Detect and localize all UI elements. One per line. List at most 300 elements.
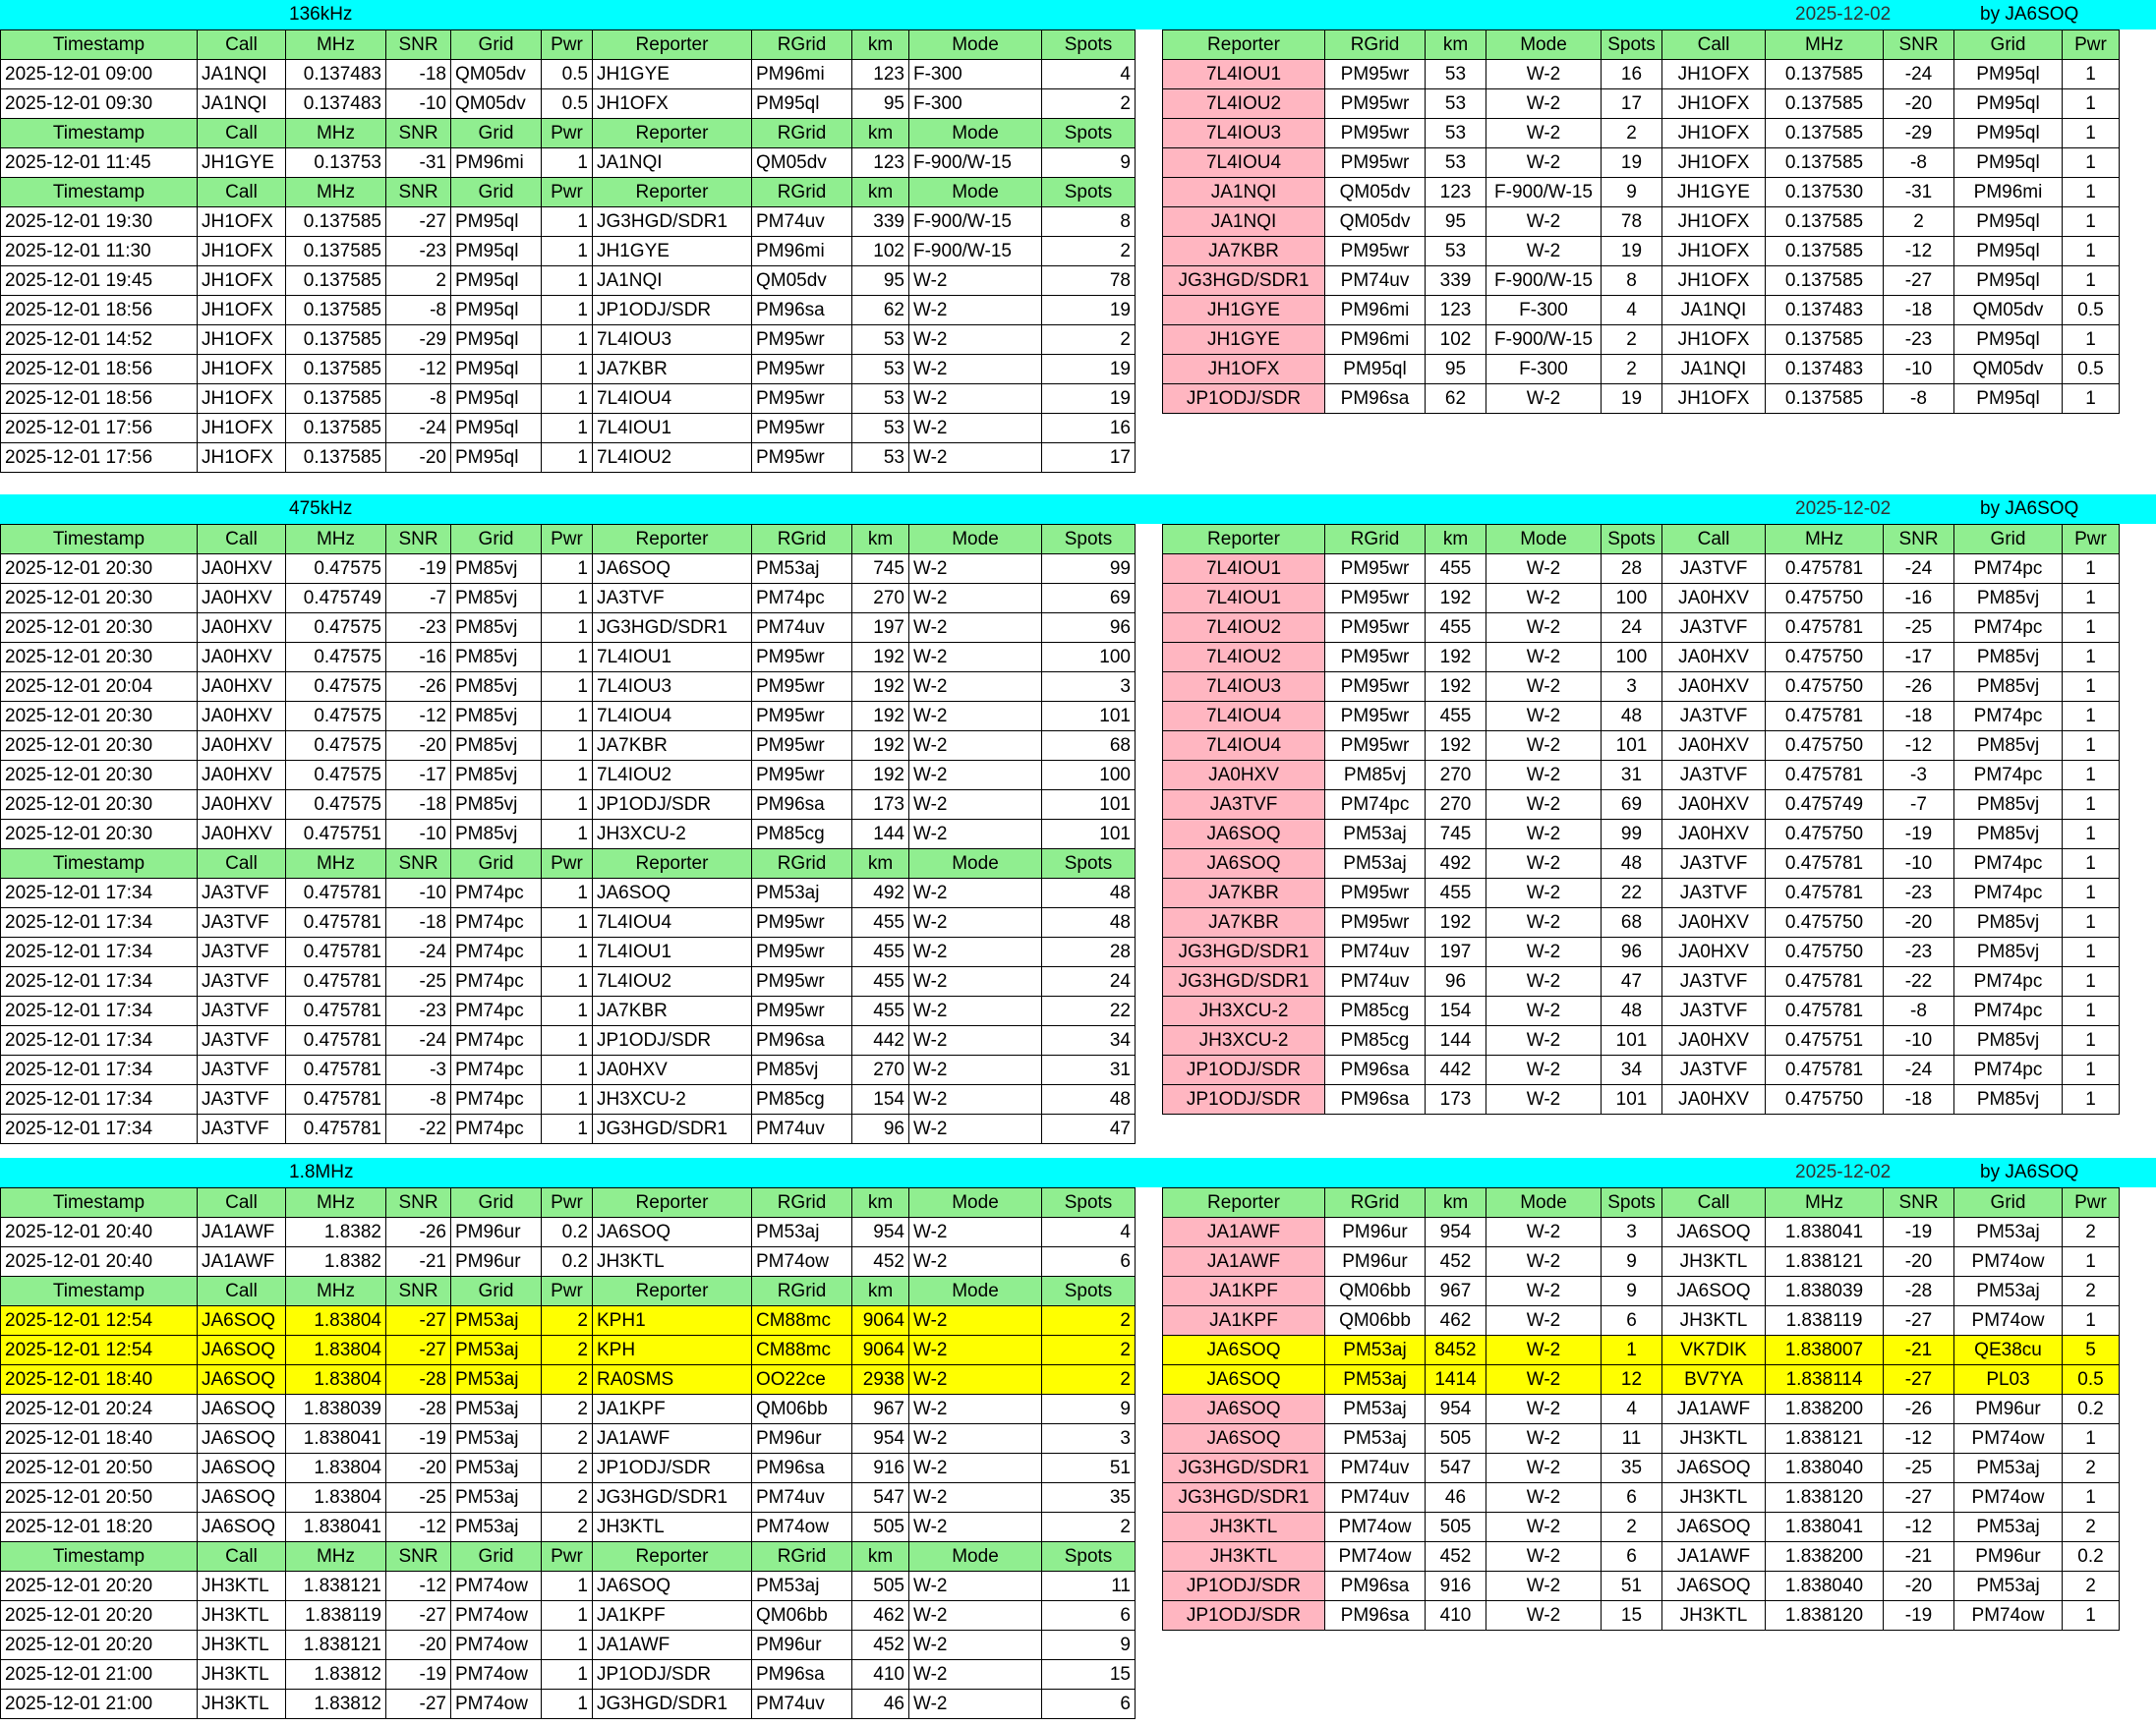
cell-mhz: 0.47575 xyxy=(286,761,386,790)
cell-km: 954 xyxy=(852,1424,909,1454)
header-row xyxy=(1,849,1136,879)
cell-spots: 69 xyxy=(1602,790,1662,820)
cell-grid: PM74pc xyxy=(451,1085,542,1115)
table-row xyxy=(1163,1277,2120,1306)
cell-mhz: 0.47575 xyxy=(286,731,386,761)
cell-snr: -16 xyxy=(1884,584,1954,613)
cell-snr: -3 xyxy=(1884,761,1954,790)
cell-snr: -17 xyxy=(386,761,451,790)
column-header-rgrid: RGrid xyxy=(1325,30,1426,60)
column-header-km: km xyxy=(1426,525,1486,554)
header-row xyxy=(1163,30,2120,60)
cell-reporter: JH1GYE xyxy=(593,60,752,89)
cell-spots: 31 xyxy=(1602,761,1662,790)
cell-mode: W-2 xyxy=(1486,997,1602,1026)
header-row xyxy=(1163,525,2120,554)
cell-mode: W-2 xyxy=(909,997,1042,1026)
table-row xyxy=(1,1572,1136,1601)
cell-grid: PM53aj xyxy=(451,1365,542,1395)
cell-reporter: JG3HGD/SDR1 xyxy=(1163,1483,1325,1513)
cell-call: JH1OFX xyxy=(198,355,286,384)
cell-spots: 69 xyxy=(1042,584,1136,613)
column-header-grid: Grid xyxy=(451,525,542,554)
cell-pwr: 0.2 xyxy=(542,1247,593,1277)
cell-pwr: 2 xyxy=(542,1395,593,1424)
cell-grid: PM85vj xyxy=(1954,938,2063,967)
cell-mode: W-2 xyxy=(1486,1365,1602,1395)
cell-reporter: JA6SOQ xyxy=(593,1572,752,1601)
cell-pwr: 1 xyxy=(542,731,593,761)
cell-km: 192 xyxy=(1426,672,1486,702)
table-row xyxy=(1,1690,1136,1719)
cell-snr: -18 xyxy=(386,790,451,820)
cell-grid: PM85vj xyxy=(1954,584,2063,613)
cell-spots: 19 xyxy=(1602,237,1662,266)
cell-grid: PM53aj xyxy=(1954,1218,2063,1247)
cell-rgrid: PM95wr xyxy=(1325,702,1426,731)
table-row xyxy=(1,613,1136,643)
cell-km: 96 xyxy=(1426,967,1486,997)
cell-timestamp: 2025-12-01 20:40 xyxy=(1,1218,198,1247)
cell-grid: PM85vj xyxy=(451,613,542,643)
cell-km: 916 xyxy=(852,1454,909,1483)
cell-rgrid: PM85vj xyxy=(1325,761,1426,790)
cell-rgrid: PM85cg xyxy=(752,1085,852,1115)
table-row xyxy=(1,790,1136,820)
cell-mode: W-2 xyxy=(909,938,1042,967)
cell-mode: W-2 xyxy=(909,1572,1042,1601)
cell-call: JH3KTL xyxy=(1662,1601,1766,1631)
cell-reporter: JA1KPF xyxy=(1163,1306,1325,1336)
cell-mode: F-900/W-15 xyxy=(1486,325,1602,355)
cell-call: JH1GYE xyxy=(198,148,286,178)
cell-pwr: 1 xyxy=(2063,60,2120,89)
cell-pwr: 1 xyxy=(542,207,593,237)
cell-reporter: 7L4IOU2 xyxy=(1163,89,1325,119)
column-header-mhz: MHz xyxy=(1766,30,1884,60)
cell-grid: PM95ql xyxy=(1954,119,2063,148)
cell-mode: W-2 xyxy=(1486,908,1602,938)
cell-snr: -19 xyxy=(386,1424,451,1454)
table-row xyxy=(1163,237,2120,266)
column-header-mhz: MHz xyxy=(286,1277,386,1306)
table-row xyxy=(1163,1395,2120,1424)
table-row xyxy=(1163,908,2120,938)
cell-rgrid: PM53aj xyxy=(752,1218,852,1247)
cell-spots: 48 xyxy=(1602,997,1662,1026)
cell-mode: W-2 xyxy=(909,1247,1042,1277)
cell-snr: -8 xyxy=(1884,384,1954,414)
cell-km: 410 xyxy=(1426,1601,1486,1631)
cell-reporter: JH1GYE xyxy=(1163,325,1325,355)
cell-reporter: JA6SOQ xyxy=(1163,1424,1325,1454)
cell-mhz: 1.838040 xyxy=(1766,1454,1884,1483)
cell-km: 96 xyxy=(852,1115,909,1144)
column-header-reporter: Reporter xyxy=(593,1542,752,1572)
cell-spots: 2 xyxy=(1042,1336,1136,1365)
cell-spots: 4 xyxy=(1042,1218,1136,1247)
cell-mode: W-2 xyxy=(909,1690,1042,1719)
table-row xyxy=(1163,355,2120,384)
table-row xyxy=(1,325,1136,355)
cell-mhz: 0.475781 xyxy=(1766,967,1884,997)
cell-mode: W-2 xyxy=(1486,879,1602,908)
table-row xyxy=(1163,1424,2120,1454)
cell-snr: -26 xyxy=(386,1218,451,1247)
cell-spots: 51 xyxy=(1602,1572,1662,1601)
cell-reporter: JP1ODJ/SDR xyxy=(593,296,752,325)
column-header-mhz: MHz xyxy=(286,1188,386,1218)
cell-mhz: 0.475750 xyxy=(1766,731,1884,761)
cell-km: 95 xyxy=(852,266,909,296)
cell-snr: -12 xyxy=(1884,1513,1954,1542)
cell-call: JA3TVF xyxy=(1662,967,1766,997)
table-row xyxy=(1163,820,2120,849)
cell-reporter: JA7KBR xyxy=(1163,908,1325,938)
cell-km: 270 xyxy=(852,1056,909,1085)
cell-call: JA1AWF xyxy=(198,1218,286,1247)
cell-mhz: 0.475781 xyxy=(1766,997,1884,1026)
cell-call: JA0HXV xyxy=(1662,1085,1766,1115)
cell-spots: 48 xyxy=(1602,702,1662,731)
cell-grid: PM74pc xyxy=(451,1056,542,1085)
cell-call: JH1OFX xyxy=(198,237,286,266)
cell-km: 123 xyxy=(852,60,909,89)
table-row xyxy=(1,296,1136,325)
cell-km: 154 xyxy=(852,1085,909,1115)
table-row xyxy=(1163,384,2120,414)
cell-rgrid: PM95wr xyxy=(752,414,852,443)
column-header-pwr: Pwr xyxy=(542,1188,593,1218)
band-1-8mhz-title-bar xyxy=(0,1158,2156,1187)
cell-snr: -27 xyxy=(386,1306,451,1336)
cell-grid: PM53aj xyxy=(1954,1454,2063,1483)
cell-snr: -25 xyxy=(1884,613,1954,643)
cell-call: JA0HXV xyxy=(198,643,286,672)
column-header-reporter: Reporter xyxy=(1163,1188,1325,1218)
cell-mode: W-2 xyxy=(909,1365,1042,1395)
cell-call: JA0HXV xyxy=(198,820,286,849)
cell-grid: PM85vj xyxy=(1954,820,2063,849)
cell-mhz: 0.137585 xyxy=(1766,266,1884,296)
cell-rgrid: PM74uv xyxy=(752,613,852,643)
table-row xyxy=(1163,1542,2120,1572)
band-label: 475kHz xyxy=(289,498,353,519)
cell-call: JA1AWF xyxy=(198,1247,286,1277)
cell-snr: -24 xyxy=(386,1026,451,1056)
column-header-reporter: Reporter xyxy=(1163,525,1325,554)
cell-spots: 35 xyxy=(1602,1454,1662,1483)
table-row xyxy=(1,1115,1136,1144)
cell-spots: 2 xyxy=(1042,237,1136,266)
cell-grid: PM74ow xyxy=(451,1690,542,1719)
column-header-mode: Mode xyxy=(1486,1188,1602,1218)
cell-rgrid: PM96sa xyxy=(752,1660,852,1690)
cell-mhz: 0.47575 xyxy=(286,672,386,702)
cell-snr: -27 xyxy=(386,1601,451,1631)
cell-call: JH1OFX xyxy=(1662,384,1766,414)
cell-km: 95 xyxy=(852,89,909,119)
cell-grid: PM95ql xyxy=(1954,237,2063,266)
cell-km: 192 xyxy=(852,643,909,672)
cell-spots: 3 xyxy=(1042,672,1136,702)
cell-reporter: 7L4IOU1 xyxy=(1163,554,1325,584)
cell-rgrid: QM05dv xyxy=(752,266,852,296)
cell-mode: F-300 xyxy=(1486,355,1602,384)
cell-call: JH1OFX xyxy=(198,443,286,473)
column-header-pwr: Pwr xyxy=(542,178,593,207)
column-header-mhz: MHz xyxy=(286,178,386,207)
cell-rgrid: PM95wr xyxy=(752,731,852,761)
table-row xyxy=(1163,1085,2120,1115)
cell-pwr: 0.5 xyxy=(542,60,593,89)
cell-rgrid: CM88mc xyxy=(752,1336,852,1365)
cell-grid: PM95ql xyxy=(451,266,542,296)
cell-km: 154 xyxy=(1426,997,1486,1026)
cell-call: JA0HXV xyxy=(1662,584,1766,613)
column-header-mhz: MHz xyxy=(286,1542,386,1572)
cell-km: 442 xyxy=(852,1026,909,1056)
cell-call: JA3TVF xyxy=(198,908,286,938)
column-header-km: km xyxy=(1426,30,1486,60)
cell-km: 462 xyxy=(1426,1306,1486,1336)
cell-mode: W-2 xyxy=(1486,584,1602,613)
cell-call: JA0HXV xyxy=(198,584,286,613)
cell-grid: PM74pc xyxy=(451,908,542,938)
cell-rgrid: PM96ur xyxy=(752,1424,852,1454)
cell-mhz: 1.83804 xyxy=(286,1306,386,1336)
cell-pwr: 1 xyxy=(2063,938,2120,967)
cell-grid: PM85vj xyxy=(451,820,542,849)
column-header-km: km xyxy=(1426,1188,1486,1218)
cell-pwr: 1 xyxy=(2063,908,2120,938)
cell-snr: -19 xyxy=(386,1660,451,1690)
cell-rgrid: PM95wr xyxy=(1325,879,1426,908)
column-header-snr: SNR xyxy=(386,119,451,148)
cell-pwr: 1 xyxy=(542,643,593,672)
cell-grid: PM95ql xyxy=(451,443,542,473)
cell-mhz: 0.137585 xyxy=(1766,384,1884,414)
cell-km: 452 xyxy=(852,1631,909,1660)
table-row xyxy=(1163,1056,2120,1085)
cell-grid: PM74pc xyxy=(1954,761,2063,790)
cell-mhz: 0.137483 xyxy=(286,60,386,89)
cell-grid: QM05dv xyxy=(1954,355,2063,384)
column-header-pwr: Pwr xyxy=(2063,30,2120,60)
column-header-pwr: Pwr xyxy=(2063,525,2120,554)
cell-reporter: JA0HXV xyxy=(1163,761,1325,790)
cell-call: JA3TVF xyxy=(198,1026,286,1056)
column-header-mhz: MHz xyxy=(1766,1188,1884,1218)
table-row xyxy=(1,60,1136,89)
cell-mhz: 1.83804 xyxy=(286,1365,386,1395)
cell-spots: 3 xyxy=(1042,1424,1136,1454)
column-header-grid: Grid xyxy=(1954,30,2063,60)
cell-snr: -25 xyxy=(1884,1454,1954,1483)
cell-spots: 6 xyxy=(1602,1542,1662,1572)
table-row xyxy=(1,148,1136,178)
cell-pwr: 1 xyxy=(542,967,593,997)
cell-timestamp: 2025-12-01 12:54 xyxy=(1,1306,198,1336)
cell-grid: PM74pc xyxy=(1954,702,2063,731)
cell-mhz: 0.137585 xyxy=(286,414,386,443)
cell-mhz: 0.475749 xyxy=(1766,790,1884,820)
table-row xyxy=(1,1424,1136,1454)
cell-km: 192 xyxy=(1426,731,1486,761)
column-header-grid: Grid xyxy=(451,849,542,879)
table-row xyxy=(1,355,1136,384)
cell-reporter: JA6SOQ xyxy=(593,879,752,908)
cell-spots: 19 xyxy=(1042,296,1136,325)
cell-snr: -19 xyxy=(386,554,451,584)
column-header-grid: Grid xyxy=(451,1188,542,1218)
column-header-timestamp: Timestamp xyxy=(1,849,198,879)
cell-rgrid: PM74ow xyxy=(1325,1542,1426,1572)
cell-mhz: 0.47575 xyxy=(286,702,386,731)
cell-call: JH3KTL xyxy=(1662,1424,1766,1454)
cell-pwr: 1 xyxy=(542,672,593,702)
cell-call: JH1OFX xyxy=(198,296,286,325)
column-header-call: Call xyxy=(1662,30,1766,60)
cell-grid: PM74pc xyxy=(1954,1056,2063,1085)
band-136khz-spots-by-reporter-table xyxy=(1162,29,2120,414)
cell-reporter: 7L4IOU2 xyxy=(1163,613,1325,643)
cell-call: JH1GYE xyxy=(1662,178,1766,207)
cell-snr: -27 xyxy=(386,207,451,237)
cell-timestamp: 2025-12-01 17:34 xyxy=(1,1085,198,1115)
table-row xyxy=(1163,1306,2120,1336)
cell-spots: 4 xyxy=(1602,1395,1662,1424)
cell-reporter: JH3KTL xyxy=(593,1513,752,1542)
cell-mhz: 1.838041 xyxy=(286,1424,386,1454)
cell-snr: -24 xyxy=(1884,554,1954,584)
cell-reporter: JA1NQI xyxy=(1163,207,1325,237)
cell-mode: W-2 xyxy=(909,1026,1042,1056)
report-date: 2025-12-02 xyxy=(1795,1162,1892,1182)
cell-spots: 9 xyxy=(1042,1631,1136,1660)
cell-mhz: 0.47575 xyxy=(286,790,386,820)
cell-pwr: 1 xyxy=(2063,1483,2120,1513)
cell-snr: -29 xyxy=(1884,119,1954,148)
table-row xyxy=(1163,997,2120,1026)
cell-timestamp: 2025-12-01 20:50 xyxy=(1,1454,198,1483)
cell-call: JA0HXV xyxy=(198,613,286,643)
cell-spots: 68 xyxy=(1602,908,1662,938)
cell-grid: QM05dv xyxy=(451,60,542,89)
cell-rgrid: PM95wr xyxy=(752,443,852,473)
cell-mhz: 0.475781 xyxy=(1766,613,1884,643)
cell-mhz: 1.838120 xyxy=(1766,1483,1884,1513)
cell-snr: -28 xyxy=(386,1365,451,1395)
table-row xyxy=(1,1026,1136,1056)
column-header-snr: SNR xyxy=(386,1277,451,1306)
cell-grid: PM95ql xyxy=(451,296,542,325)
table-row xyxy=(1,1247,1136,1277)
cell-mhz: 0.475749 xyxy=(286,584,386,613)
cell-mhz: 1.838039 xyxy=(1766,1277,1884,1306)
cell-mode: W-2 xyxy=(1486,1247,1602,1277)
cell-pwr: 1 xyxy=(542,761,593,790)
cell-mode: W-2 xyxy=(1486,1601,1602,1631)
cell-spots: 2 xyxy=(1042,1306,1136,1336)
cell-rgrid: PM96ur xyxy=(1325,1218,1426,1247)
cell-snr: -27 xyxy=(386,1336,451,1365)
cell-grid: PM85vj xyxy=(1954,790,2063,820)
cell-mhz: 1.838041 xyxy=(1766,1513,1884,1542)
cell-timestamp: 2025-12-01 11:45 xyxy=(1,148,198,178)
cell-pwr: 1 xyxy=(2063,1247,2120,1277)
table-row xyxy=(1163,296,2120,325)
cell-spots: 31 xyxy=(1042,1056,1136,1085)
cell-grid: PM95ql xyxy=(1954,207,2063,237)
cell-km: 53 xyxy=(1426,119,1486,148)
cell-snr: -27 xyxy=(1884,1365,1954,1395)
cell-timestamp: 2025-12-01 17:34 xyxy=(1,1115,198,1144)
cell-spots: 6 xyxy=(1042,1247,1136,1277)
cell-reporter: 7L4IOU2 xyxy=(593,443,752,473)
cell-snr: -20 xyxy=(386,731,451,761)
cell-mhz: 0.475781 xyxy=(286,908,386,938)
column-header-reporter: Reporter xyxy=(593,119,752,148)
cell-call: VK7DIK xyxy=(1662,1336,1766,1365)
cell-mode: W-2 xyxy=(909,1115,1042,1144)
cell-rgrid: PM96mi xyxy=(1325,325,1426,355)
cell-timestamp: 2025-12-01 11:30 xyxy=(1,237,198,266)
cell-grid: PM95ql xyxy=(1954,148,2063,178)
cell-mhz: 1.838120 xyxy=(1766,1601,1884,1631)
cell-reporter: 7L4IOU4 xyxy=(593,384,752,414)
cell-mode: W-2 xyxy=(1486,119,1602,148)
cell-call: JA0HXV xyxy=(198,790,286,820)
cell-spots: 16 xyxy=(1602,60,1662,89)
cell-mhz: 0.137585 xyxy=(1766,60,1884,89)
cell-spots: 100 xyxy=(1042,761,1136,790)
cell-snr: -27 xyxy=(386,1690,451,1719)
cell-spots: 6 xyxy=(1602,1306,1662,1336)
cell-mhz: 0.137483 xyxy=(1766,355,1884,384)
column-header-call: Call xyxy=(198,1542,286,1572)
cell-spots: 9 xyxy=(1602,178,1662,207)
cell-snr: -10 xyxy=(386,879,451,908)
cell-pwr: 1 xyxy=(542,997,593,1026)
cell-km: 505 xyxy=(1426,1513,1486,1542)
cell-call: JH1OFX xyxy=(198,207,286,237)
cell-snr: -22 xyxy=(1884,967,1954,997)
column-header-call: Call xyxy=(198,30,286,60)
cell-timestamp: 2025-12-01 20:30 xyxy=(1,643,198,672)
table-row xyxy=(1163,938,2120,967)
cell-km: 173 xyxy=(1426,1085,1486,1115)
cell-spots: 2 xyxy=(1602,119,1662,148)
cell-mhz: 0.475781 xyxy=(286,879,386,908)
cell-grid: PM85vj xyxy=(1954,1026,2063,1056)
cell-km: 455 xyxy=(1426,879,1486,908)
cell-spots: 96 xyxy=(1602,938,1662,967)
cell-spots: 34 xyxy=(1602,1056,1662,1085)
column-header-call: Call xyxy=(198,1188,286,1218)
table-row xyxy=(1,1601,1136,1631)
cell-timestamp: 2025-12-01 17:34 xyxy=(1,967,198,997)
cell-pwr: 1 xyxy=(2063,643,2120,672)
cell-reporter: JA6SOQ xyxy=(1163,1336,1325,1365)
cell-grid: PM96ur xyxy=(451,1247,542,1277)
column-header-snr: SNR xyxy=(386,30,451,60)
cell-km: 197 xyxy=(852,613,909,643)
cell-snr: -8 xyxy=(386,296,451,325)
cell-rgrid: PM95wr xyxy=(1325,643,1426,672)
cell-spots: 28 xyxy=(1602,554,1662,584)
cell-rgrid: QM06bb xyxy=(752,1601,852,1631)
